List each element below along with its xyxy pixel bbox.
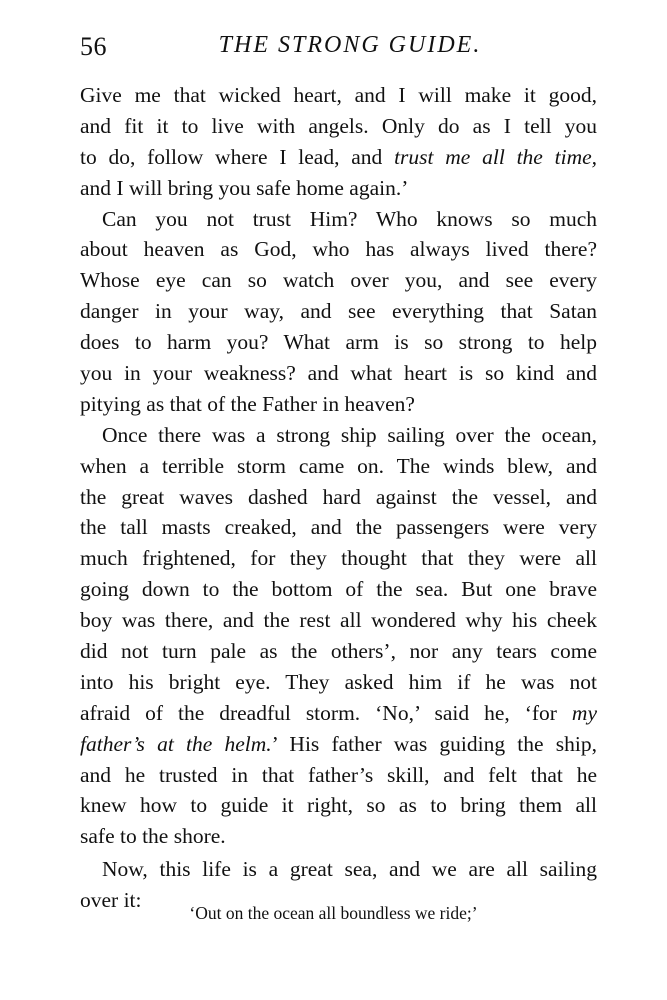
emphasis: trust me all the time, bbox=[394, 144, 598, 169]
verse-quote: ‘Out on the ocean all boundless we ride;’ bbox=[189, 903, 478, 923]
text-line: danger in your way, and see everything that Satan bbox=[80, 299, 597, 324]
text-line: into his bright eye. They asked him if he was not bbox=[80, 669, 597, 694]
text-line: Give me that wicked heart, and I will make it good, bbox=[80, 83, 597, 107]
text-line: about heaven as God, who has always lived there? bbox=[80, 237, 597, 262]
text-line: safe to the shore. bbox=[80, 824, 226, 849]
text-line: the great waves dashed hard against the vessel, and bbox=[80, 484, 597, 509]
text-line: pitying as that of the Father in heaven? bbox=[80, 391, 415, 416]
text-line: over it: bbox=[80, 888, 142, 913]
page-number: 56 bbox=[80, 32, 107, 61]
text-line: father’s at the helm.’ His father was guiding the ship, bbox=[80, 731, 597, 756]
text-line: did not turn pale as the others’, nor any tears come bbox=[80, 639, 597, 664]
running-head: THE STRONG GUIDE. bbox=[218, 32, 482, 58]
text-line: Whose eye can so watch over you, and see every bbox=[80, 268, 597, 293]
text-line: much frightened, for they thought that they were all bbox=[80, 546, 597, 571]
text-line: Can you not trust Him? Who knows so much bbox=[102, 206, 597, 231]
text-line: you in your weakness? and what heart is so kind and bbox=[80, 361, 597, 386]
text-line: to do, follow where I lead, and trust me all the time, bbox=[80, 144, 598, 169]
text-line: and he trusted in that father’s skill, and felt that he bbox=[80, 762, 597, 787]
text-line: knew how to guide it right, so as to bring them all bbox=[80, 793, 597, 818]
text-line: Now, this life is a great sea, and we are all sailing bbox=[102, 857, 597, 882]
text-line: boy was there, and the rest all wondered why his cheek bbox=[80, 608, 597, 633]
emphasis: my bbox=[571, 700, 597, 725]
text-line: when a terrible storm came on. The winds blew, and bbox=[80, 453, 597, 478]
emphasis: father’s at the helm. bbox=[80, 731, 272, 756]
page-header bbox=[80, 32, 600, 62]
text-line: afraid of the dreadful storm. ‘No,’ said he, ‘for my bbox=[80, 700, 597, 725]
text-line: does to harm you? What arm is so strong to help bbox=[80, 330, 597, 355]
text-line: and I will bring you safe home again.’ bbox=[80, 175, 409, 200]
text-line: going down to the bottom of the sea. But one brave bbox=[80, 577, 597, 602]
body-text bbox=[80, 80, 597, 916]
text-line: Once there was a strong ship sailing over the ocean, bbox=[102, 422, 597, 447]
text-line: and fit it to live with angels. Only do as I tell you bbox=[80, 113, 597, 138]
text-line: the tall masts creaked, and the passengers were very bbox=[80, 515, 597, 540]
